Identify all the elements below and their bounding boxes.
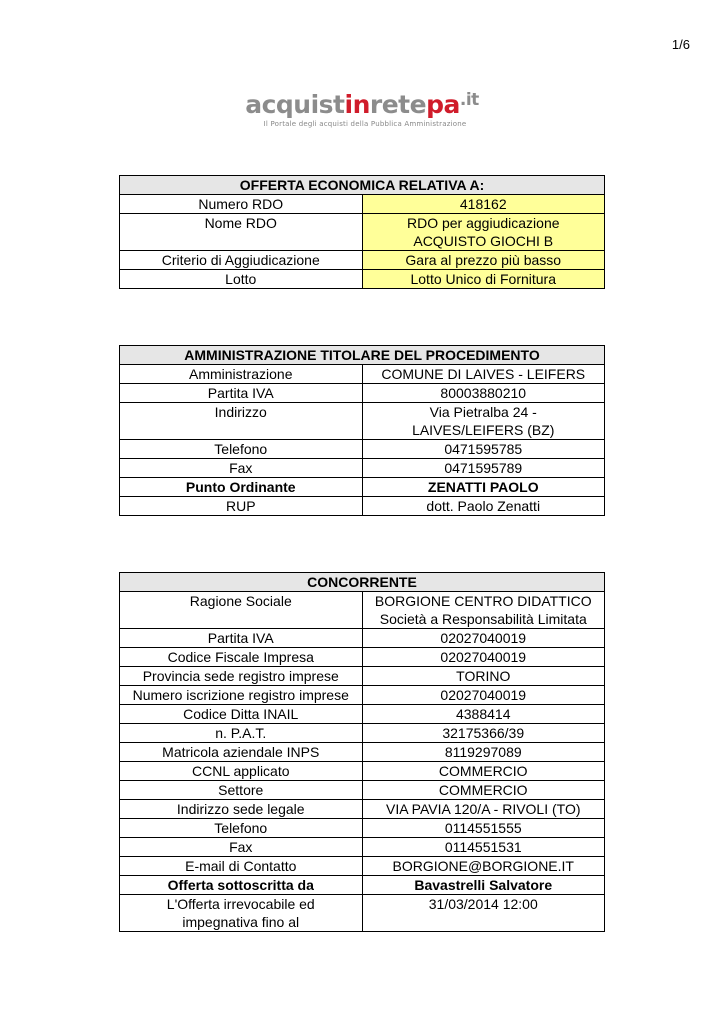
table-row — [120, 592, 605, 629]
codice-fiscale-value: 02027040019 — [362, 648, 605, 667]
ragione-sociale-label: Ragione Sociale — [120, 592, 363, 629]
rup-label: RUP — [120, 497, 363, 516]
provincia-value: TORINO — [362, 667, 605, 686]
amministrazione-title: AMMINISTRAZIONE TITOLARE DEL PROCEDIMENTO — [120, 346, 605, 365]
fax-value: 0471595789 — [362, 459, 605, 478]
ragione-sociale-value: BORGIONE CENTRO DIDATTICO Società a Responsabilità Limitata — [362, 592, 605, 629]
codice-inail-label: Codice Ditta INAIL — [120, 705, 363, 724]
table-row — [120, 819, 605, 838]
table-row — [120, 838, 605, 857]
nome-rdo-value: RDO per aggiudicazione ACQUISTO GIOCHI B — [362, 214, 605, 251]
table-row — [120, 857, 605, 876]
table-row — [120, 686, 605, 705]
ccnl-value: COMMERCIO — [362, 762, 605, 781]
table-row — [120, 365, 605, 384]
irrevocabile-label: L'Offerta irrevocabile ed impegnativa fino al — [120, 895, 363, 932]
telefono-label: Telefono — [120, 440, 363, 459]
provincia-label: Provincia sede registro imprese — [120, 667, 363, 686]
logo-wordmark: acquistinretepa$^{.it}$ — [245, 90, 479, 119]
amministrazione-label: Amministrazione — [120, 365, 363, 384]
table-row — [120, 270, 605, 289]
offerta-table — [119, 175, 605, 289]
table-row — [120, 384, 605, 403]
email-label: E-mail di Contatto — [120, 857, 363, 876]
settore-label: Settore — [120, 781, 363, 800]
table-row — [120, 895, 605, 932]
fax-value: 0114551531 — [362, 838, 605, 857]
portal-logo — [0, 85, 724, 128]
ccnl-label: CCNL applicato — [120, 762, 363, 781]
table-row — [120, 762, 605, 781]
sottoscritta-value: Bavastrelli Salvatore — [362, 876, 605, 895]
irrevocabile-value: 31/03/2014 12:00 — [362, 895, 605, 932]
table-row — [120, 800, 605, 819]
table-row — [120, 629, 605, 648]
table-row — [120, 195, 605, 214]
partita-iva-label: Partita IVA — [120, 384, 363, 403]
settore-value: COMMERCIO — [362, 781, 605, 800]
telefono-label: Telefono — [120, 819, 363, 838]
inps-label: Matricola aziendale INPS — [120, 743, 363, 762]
amministrazione-table — [119, 345, 605, 516]
telefono-value: 0114551555 — [362, 819, 605, 838]
table-row — [120, 781, 605, 800]
inps-value: 8119297089 — [362, 743, 605, 762]
table-row — [120, 251, 605, 270]
indirizzo-value: Via Pietralba 24 - LAIVES/LEIFERS (BZ) — [362, 403, 605, 440]
table-row — [120, 497, 605, 516]
table-row — [120, 705, 605, 724]
table-row — [120, 743, 605, 762]
numero-iscrizione-value: 02027040019 — [362, 686, 605, 705]
nome-rdo-label: Nome RDO — [120, 214, 363, 251]
criterio-value: Gara al prezzo più basso — [362, 251, 605, 270]
email-value: BORGIONE@BORGIONE.IT — [362, 857, 605, 876]
table-row — [120, 459, 605, 478]
amministrazione-value: COMUNE DI LAIVES - LEIFERS — [362, 365, 605, 384]
table-row — [120, 667, 605, 686]
offerta-title: OFFERTA ECONOMICA RELATIVA A: — [120, 176, 605, 195]
punto-ordinante-label: Punto Ordinante — [120, 478, 363, 497]
numero-iscrizione-label: Numero iscrizione registro imprese — [120, 686, 363, 705]
table-row — [120, 403, 605, 440]
codice-inail-value: 4388414 — [362, 705, 605, 724]
punto-ordinante-value: ZENATTI PAOLO — [362, 478, 605, 497]
numero-rdo-value: 418162 — [362, 195, 605, 214]
concorrente-table — [119, 572, 605, 932]
telefono-value: 0471595785 — [362, 440, 605, 459]
lotto-label: Lotto — [120, 270, 363, 289]
logo-tagline: Il Portale degli acquisti della Pubblica Amministrazione — [263, 120, 467, 128]
sottoscritta-label: Offerta sottoscritta da — [120, 876, 363, 895]
table-row — [120, 876, 605, 895]
pat-value: 32175366/39 — [362, 724, 605, 743]
table-row — [120, 214, 605, 251]
lotto-value: Lotto Unico di Fornitura — [362, 270, 605, 289]
table-row — [120, 440, 605, 459]
pat-label: n. P.A.T. — [120, 724, 363, 743]
partita-iva-value: 02027040019 — [362, 629, 605, 648]
indirizzo-label: Indirizzo — [120, 403, 363, 440]
sede-legale-value: VIA PAVIA 120/A - RIVOLI (TO) — [362, 800, 605, 819]
concorrente-title: CONCORRENTE — [120, 573, 605, 592]
numero-rdo-label: Numero RDO — [120, 195, 363, 214]
fax-label: Fax — [120, 459, 363, 478]
partita-iva-value: 80003880210 — [362, 384, 605, 403]
fax-label: Fax — [120, 838, 363, 857]
table-row — [120, 478, 605, 497]
page-number: 1/6 — [671, 37, 690, 52]
partita-iva-label: Partita IVA — [120, 629, 363, 648]
codice-fiscale-label: Codice Fiscale Impresa — [120, 648, 363, 667]
rup-value: dott. Paolo Zenatti — [362, 497, 605, 516]
table-row — [120, 724, 605, 743]
table-row — [120, 648, 605, 667]
criterio-label: Criterio di Aggiudicazione — [120, 251, 363, 270]
sede-legale-label: Indirizzo sede legale — [120, 800, 363, 819]
